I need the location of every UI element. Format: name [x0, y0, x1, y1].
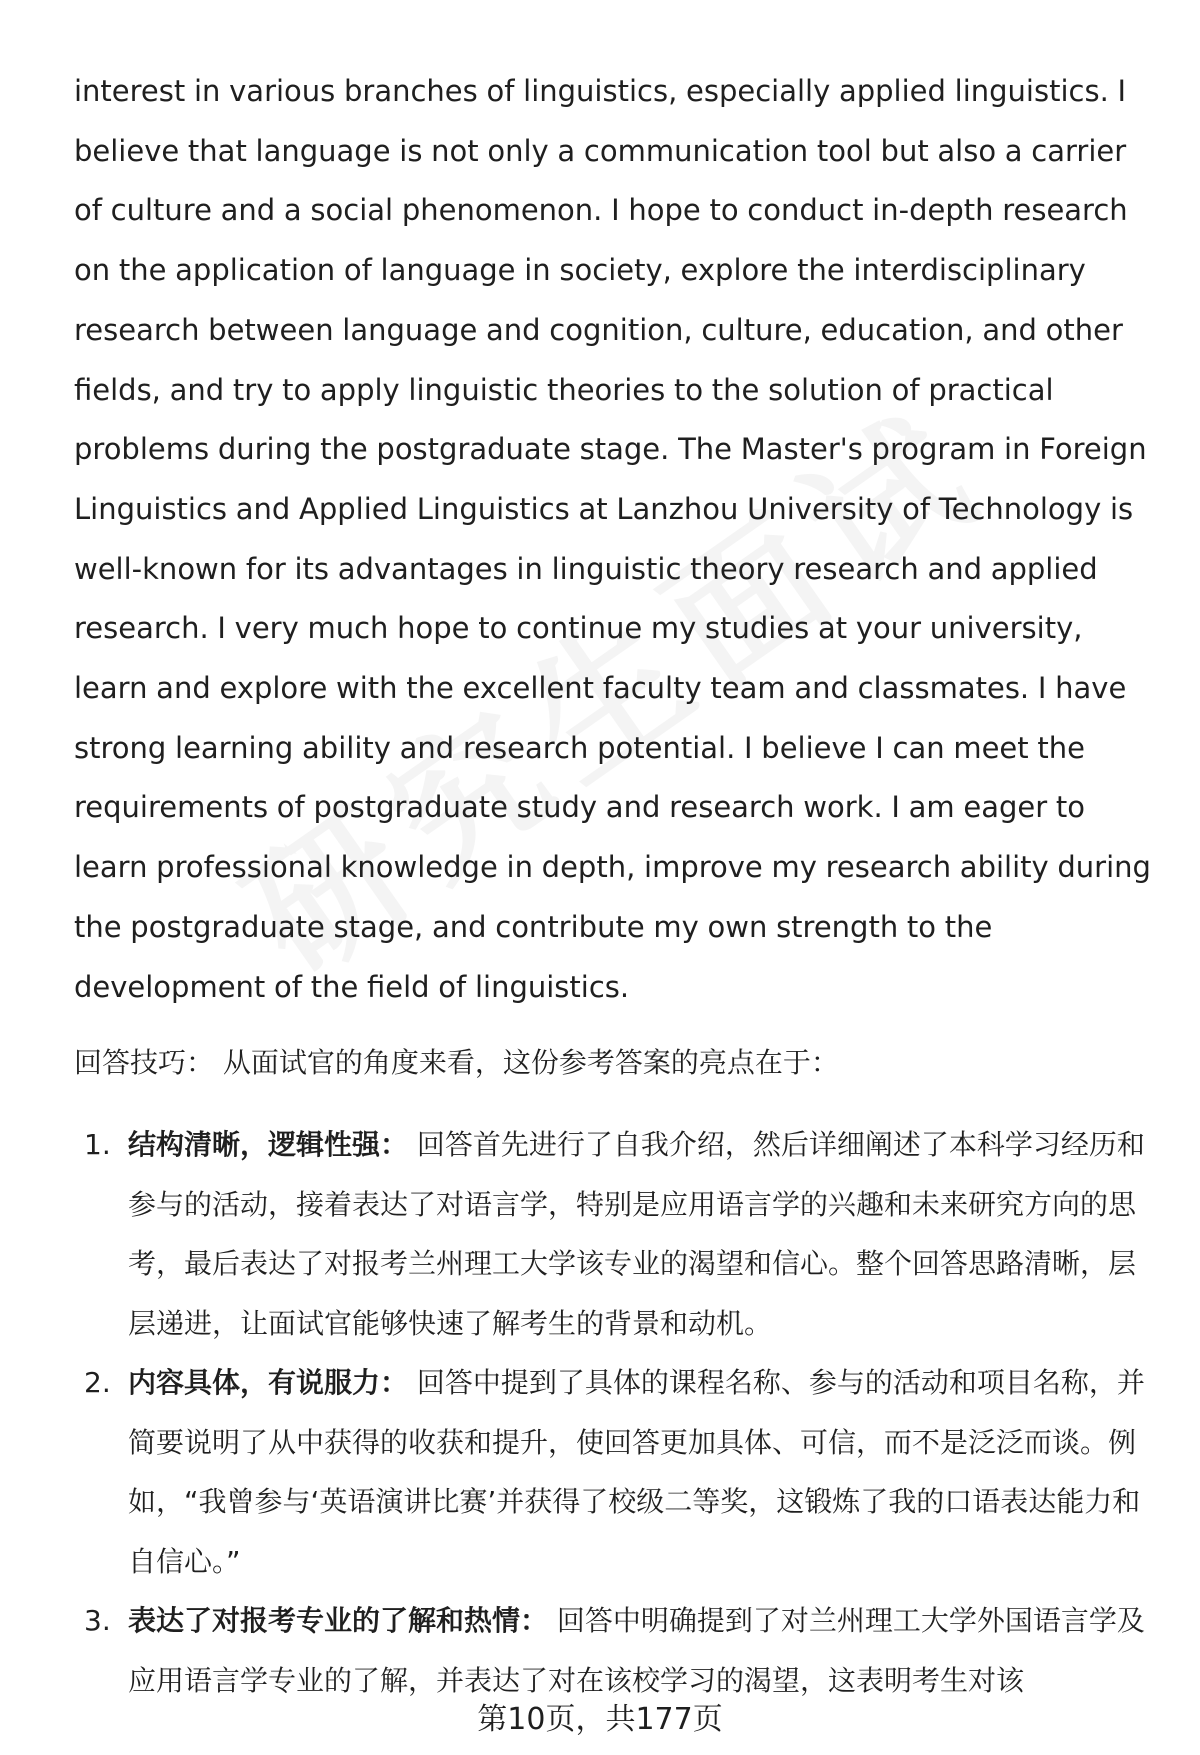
list-item [74, 1591, 1159, 1710]
list-number: 2. [84, 1366, 111, 1400]
point-heading: 结构清晰，逻辑性强： [128, 1128, 409, 1162]
point-heading: 表达了对报考专业的了解和热情： [128, 1604, 549, 1638]
highlight-list [74, 1115, 1159, 1710]
tip-label: 回答技巧： [74, 1046, 215, 1080]
english-paragraph: interest in various branches of linguistics, especially applied linguistics. I believe that language is not only a communication tool but also a carrier of culture and a social phenomenon. I hope to conduct in-depth research on the application of language in society, explore the interdisciplinary research between language and cognition, culture, education, and other fields, and try to apply linguistic theories to the solution of practical problems during the postgraduate stage. The Master's program in Foreign Linguistics and Applied Linguistics at Lanzhou University of Technology is well-known for its advantages in linguistic theory research and applied research. I very much hope to continue my studies at your university, learn and explore with the excellent faculty team and classmates. I have strong learning ability and research potential. I believe I can meet the requirements of postgraduate study and research work. I am eager to learn professional knowledge in depth, improve my research ability during the postgraduate stage, and contribute my own strength to the development of the field of linguistics. [74, 74, 1151, 1004]
page-number: 第10页，共177页 [477, 1702, 723, 1737]
point-text: 回答中明确提到了对兰州理工大学外国语言学及应用语言学专业的了解，并表达了对在该校学习的渴望，这表明考生对该 [128, 1604, 1145, 1697]
page-content [74, 62, 1159, 1710]
point-text: 回答中提到了具体的课程名称、参与的活动和项目名称，并简要说明了从中获得的收获和提升，使回答更加具体、可信，而不是泛泛而谈。例如，“我曾参与‘英语演讲比赛’并获得了校级二等奖，这锻炼了我的口语表达能力和自信心。” [128, 1366, 1145, 1578]
answer-tip [74, 1043, 1159, 1083]
list-number: 1. [84, 1128, 111, 1162]
list-item [74, 1115, 1159, 1353]
point-text: 回答首先进行了自我介绍，然后详细阐述了本科学习经历和参与的活动，接着表达了对语言学，特别是应用语言学的兴趣和未来研究方向的思考，最后表达了对报考兰州理工大学该专业的渴望和信心。整个回答思路清晰，层层递进，让面试官能够快速了解考生的背景和动机。 [128, 1128, 1145, 1340]
list-item [74, 1353, 1159, 1591]
list-number: 3. [84, 1604, 111, 1638]
point-heading: 内容具体，有说服力： [128, 1366, 409, 1400]
tip-text: 从面试官的角度来看，这份参考答案的亮点在于： [222, 1046, 839, 1080]
